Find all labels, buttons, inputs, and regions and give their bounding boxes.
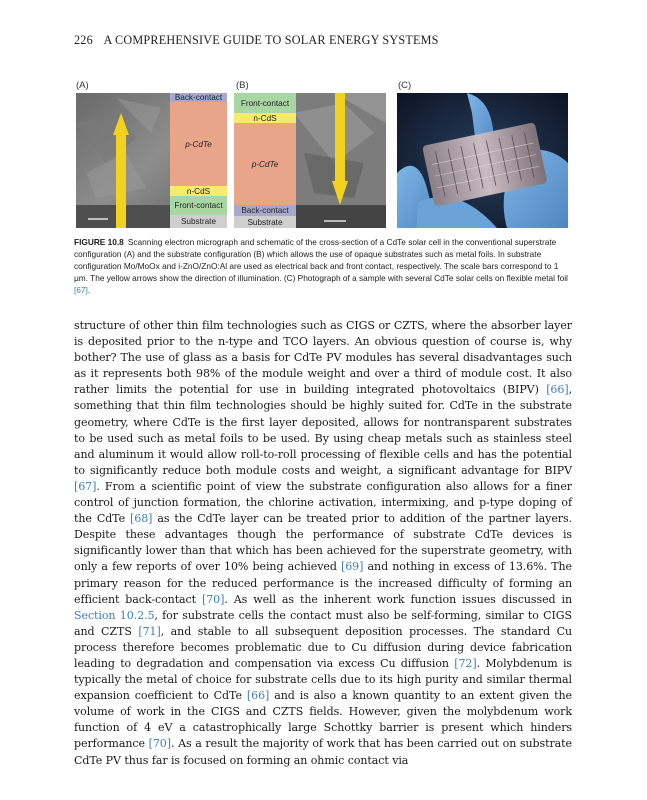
body-text-segment: , something that thin film technologies should be highly suited for. CdTe in the substrate geometry, where CdTe is the first layer deposited, allows for nontransparent substrates to be used such as metal foils to be used. By using cheap metals such as stainless steel and aluminum it would allow roll-to-roll processing of flexible cells and has the potential to significantly reduce both module costs and weight, a significant advantage for BIPV bbox=[74, 383, 572, 477]
body-text-segment: . As a result the majority of work that has been carried out on substrate CdTe PV thus far is focused on forming an ohmic contact via bbox=[74, 737, 572, 767]
reference-link[interactable]: Section 10.2.5 bbox=[74, 608, 155, 622]
back-contact-layer-a: Back-contact bbox=[170, 93, 227, 102]
front-contact-layer-b: Front-contact bbox=[234, 93, 296, 113]
page-number: 226 bbox=[74, 33, 93, 47]
body-text-segment: . Molybdenum is typically the metal of choice for substrate cells due to its high purity and similar thermal expansion coefficient to CdTe bbox=[74, 656, 572, 703]
back-contact-layer-b: Back-contact bbox=[234, 205, 296, 216]
reference-link[interactable]: [66] bbox=[246, 689, 270, 703]
figure-panel-a bbox=[76, 93, 227, 228]
flexible-cdte-photo bbox=[397, 93, 568, 228]
body-text-segment: and nothing in excess of 13.6%. The primary reason for the reduced performance is the increased difficulty of forming an efficient back-contact bbox=[74, 560, 572, 606]
reference-link[interactable]: [67] bbox=[74, 479, 97, 493]
figure-label: FIGURE 10.8 bbox=[74, 237, 124, 247]
cdte-layer-b: p-CdTe bbox=[234, 123, 296, 205]
panel-label-c: (C) bbox=[398, 80, 412, 91]
body-text-segment: structure of other thin film technologies such as CIGS or CZTS, where the absorber layer is deposited prior to the n-type and TCO layers. An obvious question of course is, why bother? The use of glass as a basis for CdTe PV modules has several disadvantages such as it represents both 98% of the module weight and over a third of module cost. It also rather limits the potential for use in building integrated photovoltaics (BIPV) bbox=[74, 319, 572, 397]
body-text-segment: and is also a known quantity to an extent given the volume of work in the CIGS and CZTS fields. However, given the molybdenum work function of 4 eV a catastrophically large Schottky barrier is present which hinders performance bbox=[74, 689, 572, 751]
running-title: A COMPREHENSIVE GUIDE TO SOLAR ENERGY SYSTEMS bbox=[103, 33, 439, 47]
illumination-arrow-b bbox=[332, 93, 348, 205]
body-text-segment: as the CdTe layer can be treated prior to addition of the partner layers. Despite these advantages though the performance of substrate CdTe devices is significantly lower than that which has been achieved for the superstrate geometry, with only a few reports of over 10% being achieved bbox=[74, 512, 573, 574]
figure-panel-c-photo bbox=[397, 93, 568, 228]
cds-layer-a: n-CdS bbox=[170, 186, 227, 196]
body-text-segment: . As well as the inherent work function issues discussed in bbox=[224, 592, 572, 606]
reference-link[interactable]: [69] bbox=[341, 560, 364, 574]
panel-label-a: (A) bbox=[76, 80, 89, 91]
body-text-segment: , for substrate cells the contact must also be self-forming, similar to CIGS and CZTS bbox=[74, 608, 572, 638]
cds-layer-b: n-CdS bbox=[234, 113, 296, 123]
substrate-layer-a: Substrate bbox=[170, 215, 227, 228]
panel-label-b: (B) bbox=[236, 80, 249, 91]
running-header bbox=[74, 33, 439, 48]
substrate-layer-b: Substrate bbox=[234, 216, 296, 228]
body-text-segment: . From a scientific point of view the substrate configuration also allows for a finer control of junction formation, the chlorine activation, intermixing, and p-type doping of the CdTe bbox=[74, 479, 572, 526]
reference-link[interactable]: [72] bbox=[454, 656, 477, 670]
body-paragraph bbox=[74, 318, 572, 769]
reference-link[interactable]: [70] bbox=[148, 737, 171, 751]
body-text-segment: , and stable to all subsequent deposition processes. The standard Cu process therefore becomes problematic due to Cu diffusion during device fabrication leading to degradation and compensation via excess Cu diffusion bbox=[74, 624, 573, 670]
figure-panel-b bbox=[234, 93, 386, 228]
reference-link[interactable]: [66] bbox=[546, 383, 569, 397]
cdte-layer-a: p-CdTe bbox=[170, 102, 227, 186]
reference-link[interactable]: [70] bbox=[202, 592, 225, 606]
figure-caption: FIGURE 10.8 Scanning electron micrograph and schematic of the cross-section of a CdTe solar cell in the conventional superstrate configuration (A) and the substrate configuration (B) which allows the use of opaque substrates such as metal foils. In substrate configuration Mo/MoOx and i-ZnO/ZnO:Al are used as electrical back and front contact, respectively. The scale bars correspond to 1 μm. The yellow arrows show the direction of illumination. (C) Photograph of a sample with several CdTe solar cells on flexible metal foil [67]. bbox=[74, 237, 568, 295]
front-contact-layer-a: Front-contact bbox=[170, 196, 227, 215]
caption-reference-link[interactable]: [67] bbox=[74, 285, 88, 295]
reference-link[interactable]: [71] bbox=[138, 624, 161, 638]
reference-link[interactable]: [68] bbox=[130, 512, 153, 526]
caption-text: Scanning electron micrograph and schematic of the cross-section of a CdTe solar cell in the conventional superstrate configuration (A) and the substrate configuration (B) which allows the use of opaque substrates such as metal foils. In substrate configuration Mo/MoOx and i-ZnO/ZnO:Al are used as electrical back and front contact, respectively. The scale bars correspond to 1 μm. The yellow arrows show the direction of illumination. (C) Photograph of a sample with several CdTe solar cells on flexible metal foil bbox=[74, 237, 568, 283]
illumination-arrow-a bbox=[113, 113, 129, 228]
